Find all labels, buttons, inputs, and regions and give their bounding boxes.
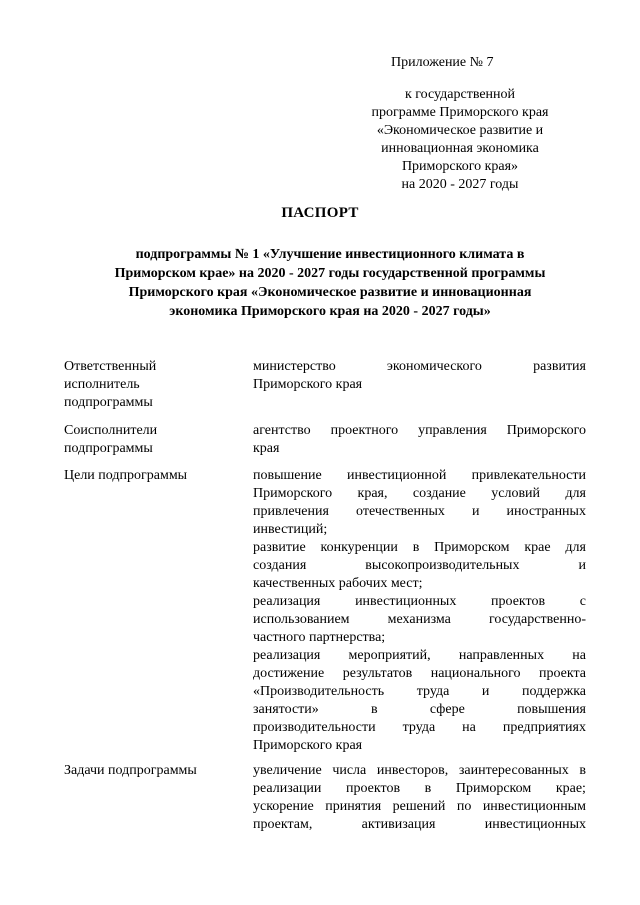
value-line [253,798,586,816]
word: инвестиционным [482,799,586,814]
word: проектного [330,423,399,438]
word: числа [332,763,367,778]
value-line: Приморского края [253,377,363,392]
word: иностранных [506,504,586,519]
value-line [253,593,586,611]
value-line [253,485,586,503]
label-line: подпрограммы [64,441,153,456]
label-line: Соисполнители [64,423,158,438]
word: увеличение [253,763,322,778]
word: сфере [429,702,465,717]
word: и [481,684,490,699]
word: достижение [253,666,325,681]
word: Приморского [506,423,586,438]
value-line [253,503,586,521]
value-line [253,719,586,737]
word: Приморском [455,781,532,796]
subtitle-line: Приморском крае» на 2020 - 2027 годы государственной программы [114,266,546,281]
appendix-line: к государственной [404,87,516,102]
word: труда [416,684,450,699]
responsible-executor-label [64,358,234,412]
value-line [253,611,586,629]
word: национального [430,666,521,681]
word: в [371,702,378,717]
word: развития [533,359,586,374]
appendix-line: «Экономическое развитие и [376,123,544,138]
word: проектов [491,594,546,609]
document-subtitle [95,245,565,321]
value-line: частного партнерства; [253,630,386,645]
word: проектам, [253,817,313,832]
word: повышение [253,468,322,483]
appendix-line: на 2020 - 2027 годы [401,177,519,192]
word: министерство [253,359,336,374]
word: ускорение [253,799,314,814]
word: проектов [346,781,401,796]
word: реализации [253,781,322,796]
word: отечественных [356,504,445,519]
value-line [253,647,586,665]
value-line [253,762,586,780]
subtitle-line: Приморского края «Экономическое развитие и инновационная [128,285,532,300]
tasks-label [64,762,234,780]
word: направленных [458,648,545,663]
value-line [253,665,586,683]
word: для [565,540,586,555]
word: мероприятий, [348,648,431,663]
word: инвестиционных [355,594,457,609]
word: с [579,594,586,609]
word: в [424,781,432,796]
word: крае; [555,781,586,796]
appendix-reference [360,86,560,194]
value-line [253,701,586,719]
value-line: инвестиций; [253,522,328,537]
value-line [253,816,586,834]
word: механизма [387,612,451,627]
word: привлекательности [471,468,586,483]
word: и [578,558,586,573]
word: активизация [361,817,436,832]
word: создание [412,486,466,501]
subtitle-line: подпрограммы № 1 «Улучшение инвестиционного климата в [135,247,525,262]
word: инвестиционных [484,817,586,832]
tasks-value [253,762,586,834]
word: условий [491,486,541,501]
word: и [471,504,480,519]
value-line [253,422,586,440]
label-line: исполнитель [64,377,140,392]
appendix-line: инновационная экономика [381,141,539,156]
word: по [456,799,472,814]
value-line [253,780,586,798]
appendix-title: Приложение № 7 [391,55,494,70]
word: края, [357,486,388,501]
word: результатов [342,666,413,681]
word: Приморского [253,486,333,501]
value-line [253,557,586,575]
word: в [579,763,586,778]
word: повышения [517,702,586,717]
responsible-executor-value [253,358,586,394]
word: инвесторов, [376,763,449,778]
word: Приморском [434,540,510,555]
word: труда [402,720,436,735]
word: использованием [253,612,350,627]
word: государственно- [489,612,586,627]
value-line [253,683,586,701]
word: реализация [253,594,321,609]
word: предприятиях [502,720,586,735]
document-title: ПАСПОРТ [281,205,359,221]
word: для [565,486,586,501]
word: занятости» [253,702,319,717]
word: создания [253,558,307,573]
word: заинтересованных [458,763,569,778]
word: на [462,720,476,735]
word: поддержка [521,684,586,699]
coexecutors-value [253,422,586,458]
goals-label [64,467,234,485]
word: инвестиционной [346,468,447,483]
word: реализация [253,648,321,663]
word: развитие [253,540,306,555]
coexecutors-label [64,422,234,458]
word: решений [392,799,446,814]
appendix-line: Приморского края» [401,159,519,174]
value-line: качественных рабочих мест; [253,576,423,591]
label-line: Ответственный [64,359,157,374]
word: принятия [325,799,382,814]
word: высокопроизводительных [365,558,520,573]
word: производительности [253,720,376,735]
value-line [253,467,586,485]
word: агентство [253,423,311,438]
word: «Производительность [253,684,385,699]
value-line: Приморского края [253,738,363,753]
word: конкуренции [320,540,398,555]
word: проекта [538,666,586,681]
goals-value [253,467,586,755]
label-line: Задачи подпрограммы [64,763,197,778]
appendix-line: программе Приморского края [371,105,549,120]
value-line: края [253,441,280,456]
word: на [572,648,586,663]
value-line [253,539,586,557]
value-line [253,358,586,376]
subtitle-line: экономика Приморского края на 2020 - 2027 годы» [169,304,491,319]
word: экономического [386,359,482,374]
word: управления [418,423,487,438]
label-line: подпрограммы [64,395,153,410]
label-line: Цели подпрограммы [64,468,188,483]
word: привлечения [253,504,329,519]
word: крае [524,540,551,555]
word: в [412,540,420,555]
